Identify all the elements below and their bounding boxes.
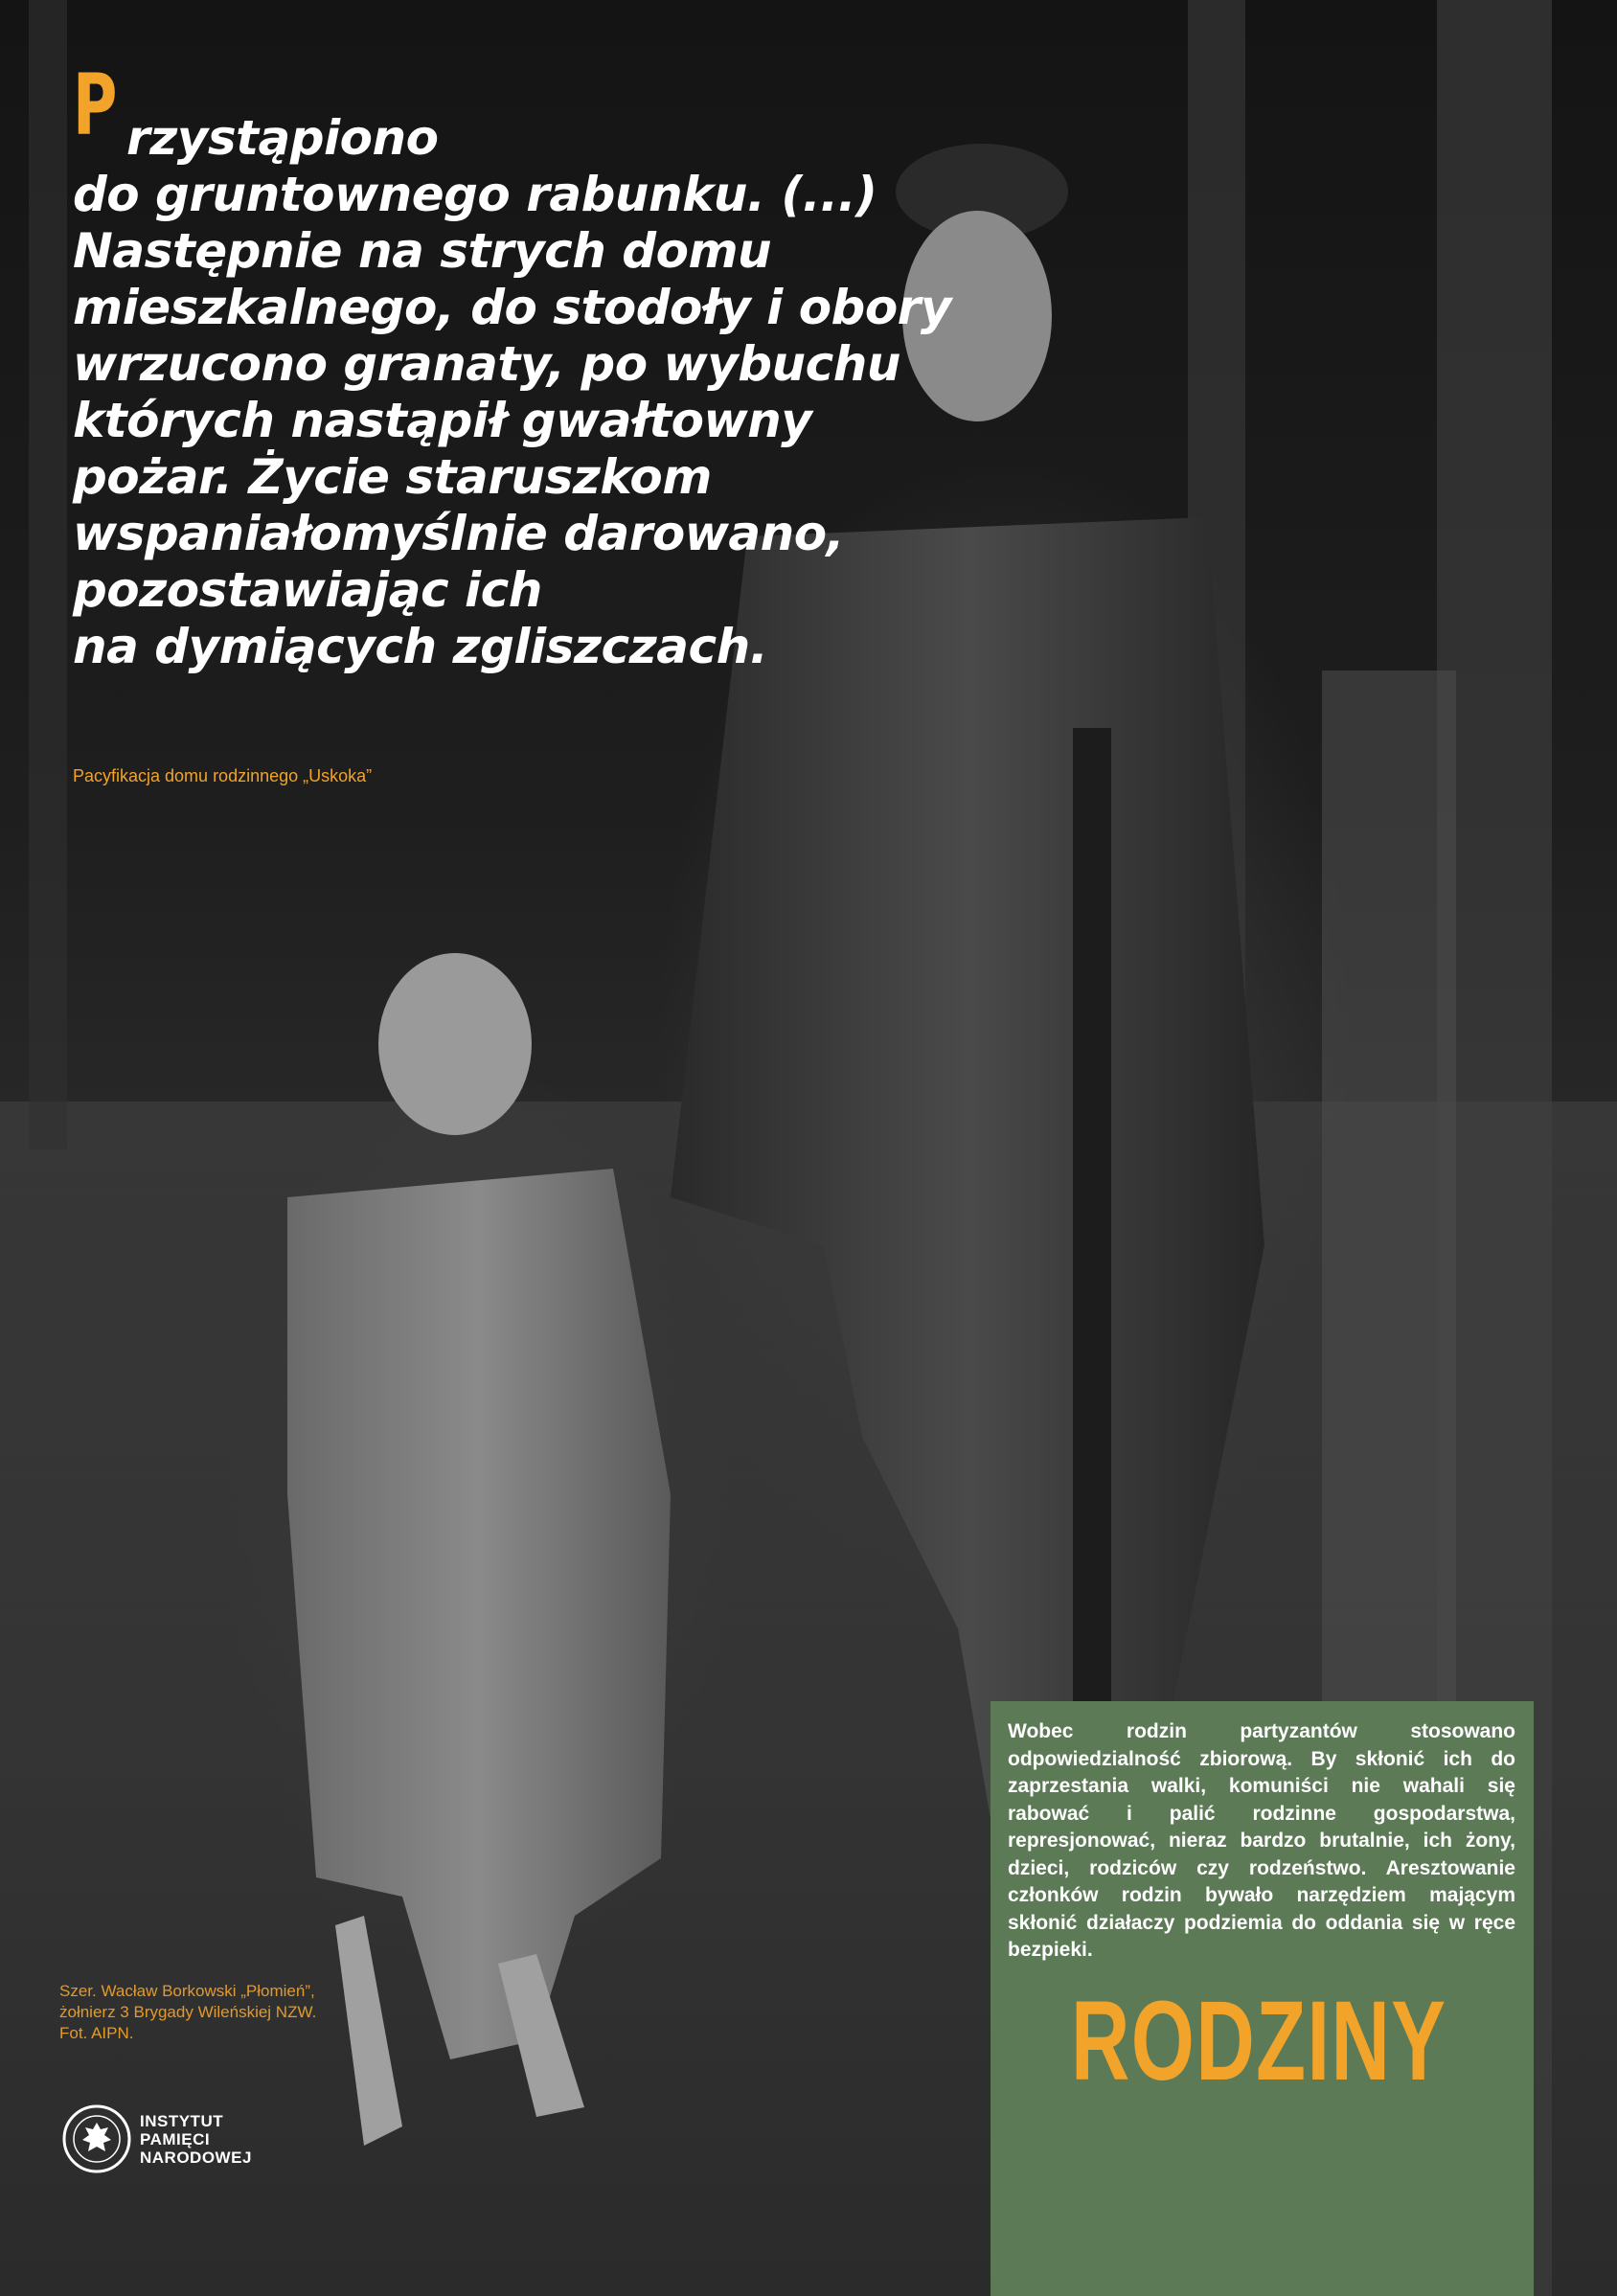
quote-line: mieszkalnego, do stodoły i obory <box>73 280 951 335</box>
logo-line: PAMIĘCI <box>140 2129 211 2148</box>
quote-line: pożar. Życie staruszkom <box>73 449 712 505</box>
rifle <box>1073 728 1111 1715</box>
photo-caption-line: Fot. AIPN. <box>59 2024 134 2042</box>
quote-line: Następnie na strych domu <box>73 223 772 279</box>
photo-caption-line: Szer. Wacław Borkowski „Płomień”, <box>59 1982 315 2000</box>
quote <box>73 56 951 675</box>
quote-line: pozostawiając ich <box>73 562 542 618</box>
quote-line: wrzucono granaty, po wybuchu <box>73 336 900 392</box>
info-panel-text: Wobec rodzin partyzantów stosowano odpowiedzialność zbiorową. By skłonić ich do zaprzestania walki, komuniści nie wahali się rabować i palić rodzinne gospodarstwa, represjonować, nieraz bardzo brutalnie, ich żony, dzieci, rodziców czy rodzeństwo. Aresztowanie członków rodzin bywało narzędziem mającym skłonić działaczy podziemia do oddania się w ręce bezpieki. <box>1008 1720 1515 1961</box>
logo-line: NARODOWEJ <box>140 2148 252 2167</box>
quote-line: wspaniałomyślnie darowano, <box>73 506 845 561</box>
quote-line: rzystąpiono <box>126 110 439 166</box>
photo-caption <box>59 1981 316 2044</box>
tree-trunk <box>29 0 67 1149</box>
photo-caption-line: żołnierz 3 Brygady Wileńskiej NZW. <box>59 2003 317 2021</box>
quote-line: na dymiących zgliszczach. <box>73 619 768 674</box>
boy-face <box>378 953 532 1135</box>
quote-source: Pacyfikacja domu rodzinnego „Uskoka” <box>73 766 373 785</box>
info-panel <box>991 1701 1534 2296</box>
quote-line: których nastąpił gwałtowny <box>73 393 812 448</box>
eagle-seal-icon <box>61 2103 132 2174</box>
section-title: RODZINY <box>1071 1978 1447 2104</box>
quote-line: do gruntownego rabunku. (...) <box>73 167 877 222</box>
logo-line: INSTYTUT <box>140 2111 224 2130</box>
ipn-logo <box>61 2103 252 2174</box>
logo-text <box>140 2112 252 2167</box>
quote-initial: P <box>73 56 118 154</box>
